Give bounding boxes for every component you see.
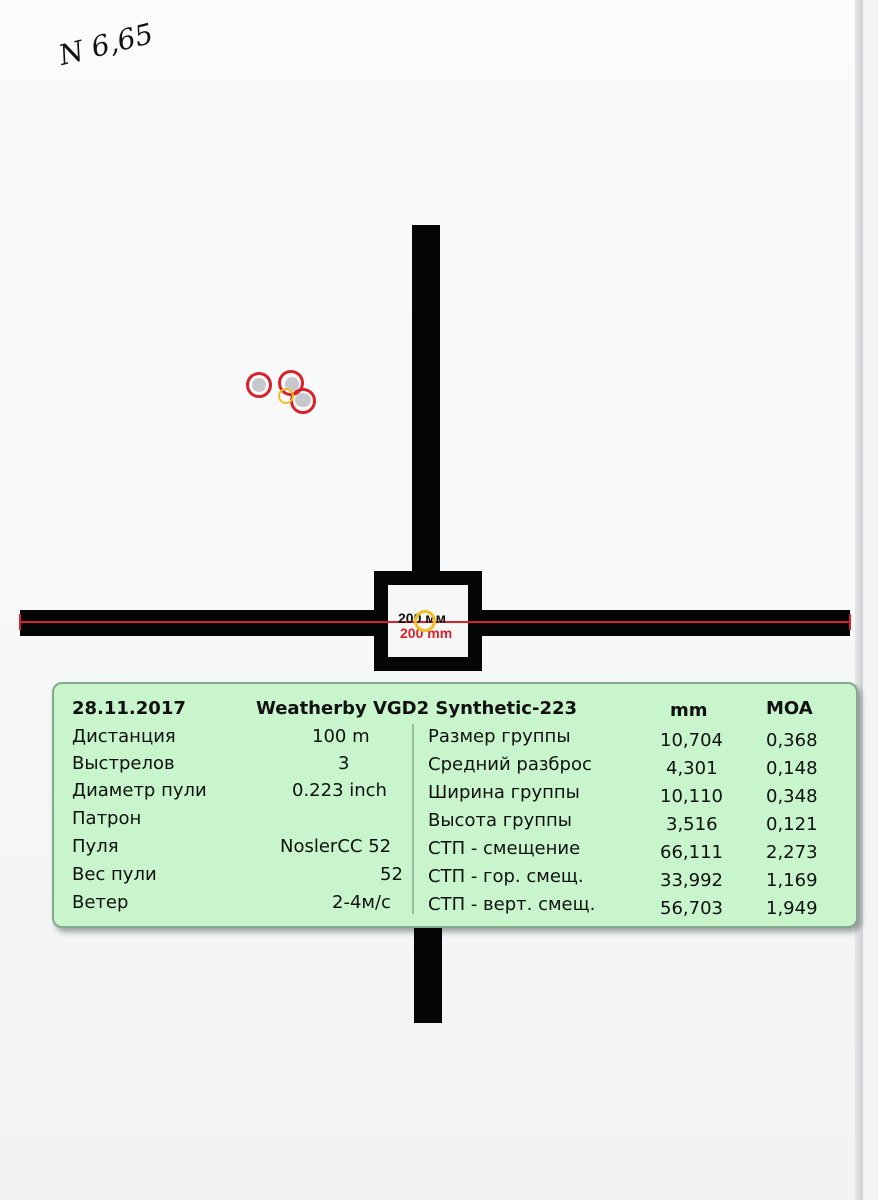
param-label: Вес пули (72, 864, 157, 885)
scale-label-red: 200 mm (400, 625, 453, 641)
metric-mm: 3,516 (666, 814, 718, 835)
shoot-date: 28.11.2017 (72, 698, 186, 719)
crosshair-vertical-bottom (414, 928, 442, 1023)
metric-moa: 1,949 (766, 898, 818, 919)
column-divider (412, 724, 414, 914)
metric-moa: 1,169 (766, 870, 818, 891)
column-header-moa: MOA (766, 698, 813, 719)
metric-label: СТП - смещение (428, 838, 581, 859)
rifle-name: Weatherby VGD2 Synthetic-223 (256, 698, 578, 719)
param-label: Патрон (72, 808, 142, 829)
metric-mm: 66,111 (660, 842, 723, 863)
param-value: 2-4м/с (332, 892, 391, 913)
param-value: 100 m (312, 726, 370, 747)
metric-moa: 0,148 (766, 758, 818, 779)
param-label: Ветер (72, 892, 129, 913)
metric-label: Средний разброс (428, 754, 592, 775)
metric-mm: 4,301 (666, 758, 718, 779)
column-header-mm: mm (670, 700, 708, 721)
scale-tick-left (19, 614, 21, 630)
param-label: Дистанция (72, 726, 176, 747)
shot-marker (246, 372, 272, 398)
metric-moa: 0,368 (766, 730, 818, 751)
metric-label: Высота группы (428, 810, 572, 831)
param-value: 52 (380, 864, 403, 885)
scale-label-black: 200 мм (398, 610, 446, 626)
scale-tick-right (849, 614, 851, 630)
sheet-edge (855, 0, 863, 1200)
metric-moa: 2,273 (766, 842, 818, 863)
handwritten-note: N 6,65 (55, 16, 157, 73)
crosshair-horizontal-right (482, 610, 850, 636)
crosshair-vertical-top (412, 225, 440, 573)
metric-mm: 33,992 (660, 870, 723, 891)
param-value: NoslerCC 52 (280, 836, 392, 857)
metric-mm: 10,110 (660, 786, 723, 807)
metric-moa: 0,348 (766, 786, 818, 807)
param-value: 0.223 inch (292, 780, 387, 801)
metric-moa: 0,121 (766, 814, 818, 835)
param-label: Выстрелов (72, 753, 175, 774)
group-center-marker (278, 388, 294, 404)
crosshair-horizontal-left (20, 610, 376, 636)
shot-marker (290, 388, 316, 414)
param-value: 3 (338, 753, 350, 774)
metric-label: Ширина группы (428, 782, 580, 803)
param-label: Диаметр пули (72, 780, 207, 801)
metric-label: СТП - гор. смещ. (428, 866, 584, 887)
metric-label: Размер группы (428, 726, 571, 747)
metric-mm: 10,704 (660, 730, 723, 751)
aim-center-marker (414, 610, 436, 632)
metric-mm: 56,703 (660, 898, 723, 919)
param-label: Пуля (72, 836, 119, 857)
results-panel (52, 682, 858, 928)
metric-label: СТП - верт. смещ. (428, 894, 596, 915)
